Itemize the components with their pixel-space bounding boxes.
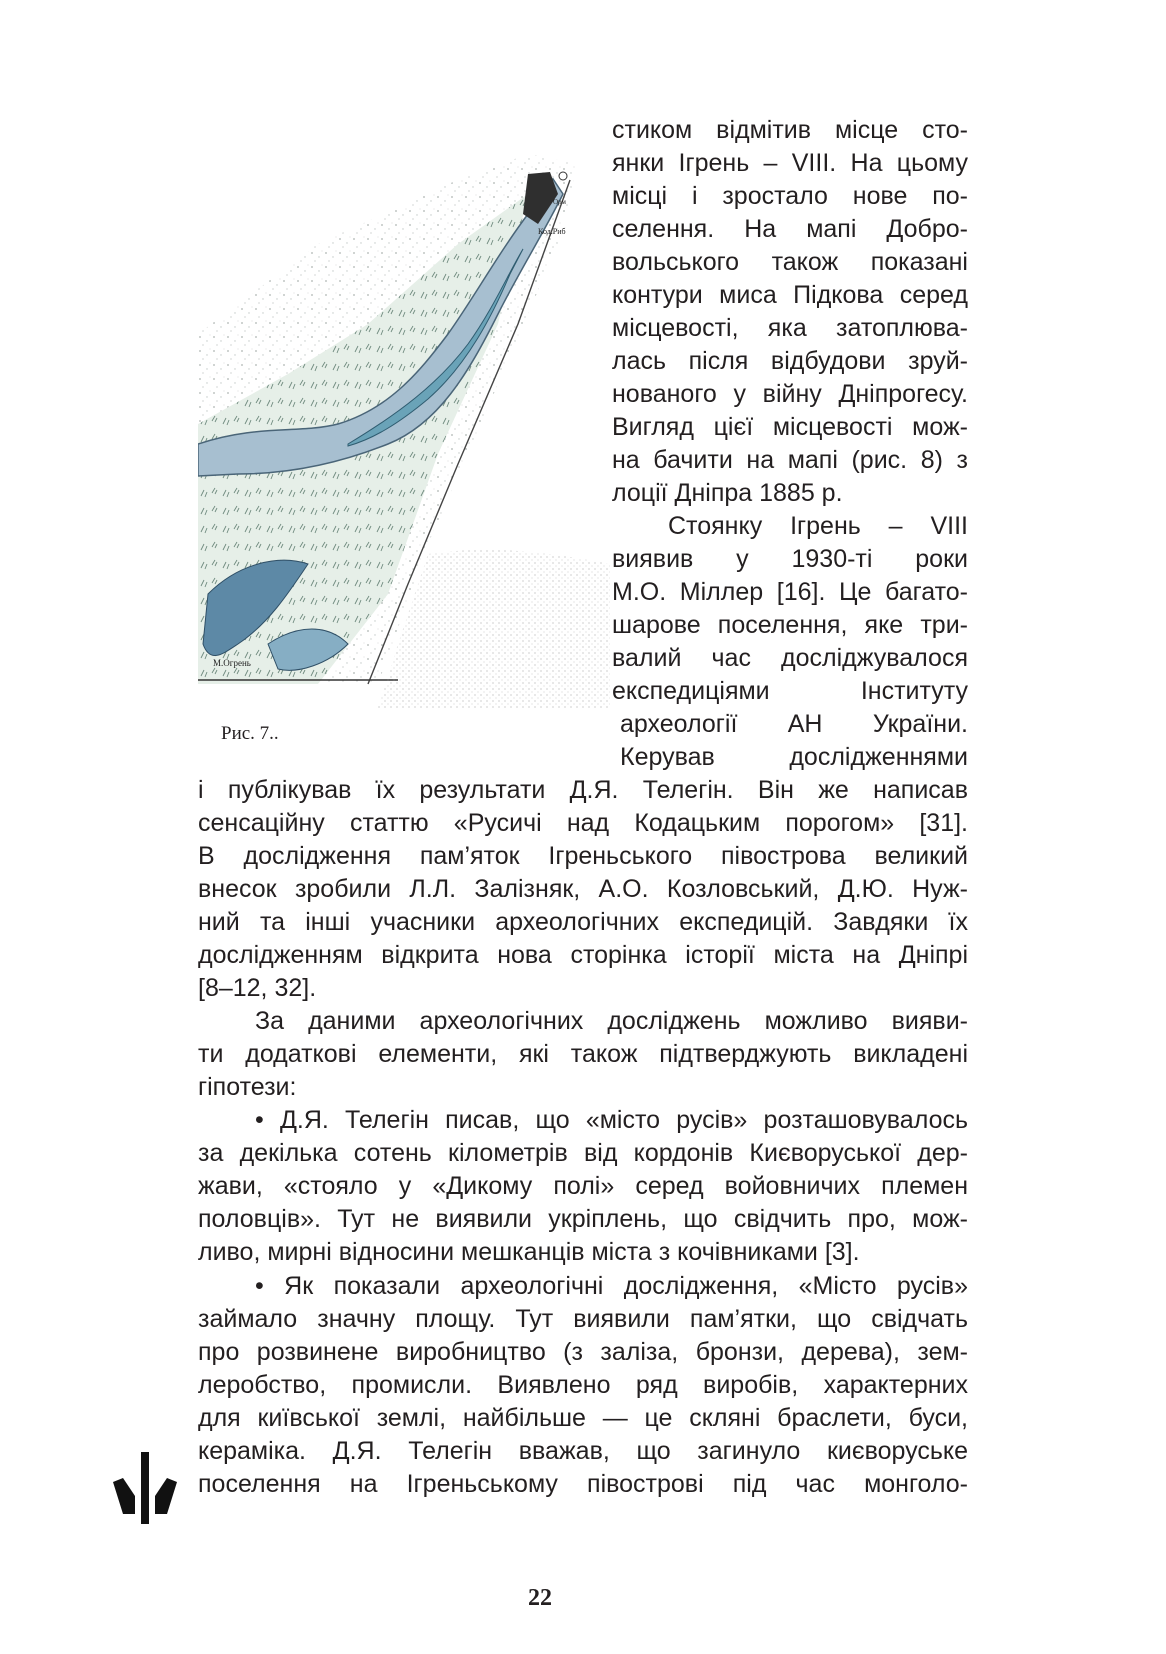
text-line: місцевості, яка затоплюва- [612, 314, 968, 342]
trident-icon [113, 1452, 177, 1524]
text-line: шарове поселення, яке три- [612, 611, 968, 639]
text-line: сенсаційну статтю «Русичі над Кодацьким порогом» [31]. [198, 809, 968, 837]
text-line: стиком відмітив місце сто- [612, 116, 968, 144]
map-label-kod: Код.Риб [538, 227, 566, 236]
text-line: внесок зробили Л.Л. Залізняк, А.О. Козловський, Д.Ю. Нуж- [198, 875, 968, 903]
text-line: валий час досліджувалося [612, 644, 968, 672]
text-line: ливо, мирні відносини мешканців міста з кочівниками [3]. [198, 1238, 860, 1266]
text-line: М.О. Міллер [16]. Це багато- [612, 578, 968, 606]
text-line: експедиціями Інституту [612, 677, 968, 705]
text-line: гіпотези: [198, 1073, 297, 1101]
text-line: для київської землі, найбільше — це скляні браслети, буси, [198, 1404, 968, 1432]
text-line: нованого у війну Дніпрогесу. [612, 380, 968, 408]
bullet-item: • Як показали археологічні дослідження, «Місто русів» [255, 1272, 968, 1300]
text-line: поселення на Ігреньському півострові під час монголо- [198, 1470, 968, 1498]
text-line: янки Ігрень – VІІІ. На цьому [612, 149, 968, 177]
text-line: ний та інші учасники археологічних експедицій. Завдяки їх [198, 908, 968, 936]
figure-caption: Рис. 7.. [221, 723, 279, 744]
paragraph-start: Стоянку Ігрень – VІІІ [668, 512, 968, 540]
text-line: кераміка. Д.Я. Телегін вважав, що загинуло києворуське [198, 1437, 968, 1465]
text-line: [8–12, 32]. [198, 974, 317, 1002]
text-line: дослідженням відкрита нова сторінка історії міста на Дніпрі [198, 941, 968, 969]
text-line: ти додаткові елементи, які також підтверджують викладені [198, 1040, 968, 1068]
text-line: археології АН України. [620, 710, 968, 738]
text-line: селення. На мапі Добро- [612, 215, 968, 243]
text-line: контури миса Підкова серед [612, 281, 968, 309]
text-line: місці і зростало нове по- [612, 182, 968, 210]
text-line: половців». Тут не виявили укріплень, що свідчить про, мож- [198, 1205, 968, 1233]
text-line: на бачити на мапі (рис. 8) з [612, 446, 968, 474]
text-line: і публікував їх результати Д.Я. Телегін. Він же написав [198, 776, 968, 804]
text-line: лась після відбудови зруй- [612, 347, 968, 375]
map-label-village: М.Огрень [213, 658, 251, 668]
map-label-corner: Орм [553, 198, 566, 206]
text-line: про розвинене виробництво (з заліза, бронзи, дерева), зем- [198, 1338, 968, 1366]
text-line: Вигляд цієї місцевості мож- [612, 413, 968, 441]
text-line: В дослідження пам’яток Ігреньського півострова великий [198, 842, 968, 870]
page-number: 22 [528, 1585, 552, 1611]
text-line: Керував дослідженнями [620, 743, 968, 771]
text-line: за декілька сотень кілометрів від кордонів Києворуської дер- [198, 1139, 968, 1167]
text-line: займало значну площу. Тут виявили пам’ятки, що свідчать [198, 1305, 968, 1333]
text-line: виявив у 1930-ті роки [612, 545, 968, 573]
text-line: лоції Дніпра 1885 р. [612, 479, 843, 507]
map-figure [198, 124, 610, 708]
bullet-item: • Д.Я. Телегін писав, що «місто русів» розташовувалось [255, 1106, 968, 1134]
text-line: жави, «стояло у «Дикому полі» серед войовничих племен [198, 1172, 968, 1200]
text-line: леробство, промисли. Виявлено ряд виробів, характерних [198, 1371, 968, 1399]
paragraph-start: За даними археологічних досліджень можливо вияви- [255, 1007, 968, 1035]
text-line: вольського також показані [612, 248, 968, 276]
